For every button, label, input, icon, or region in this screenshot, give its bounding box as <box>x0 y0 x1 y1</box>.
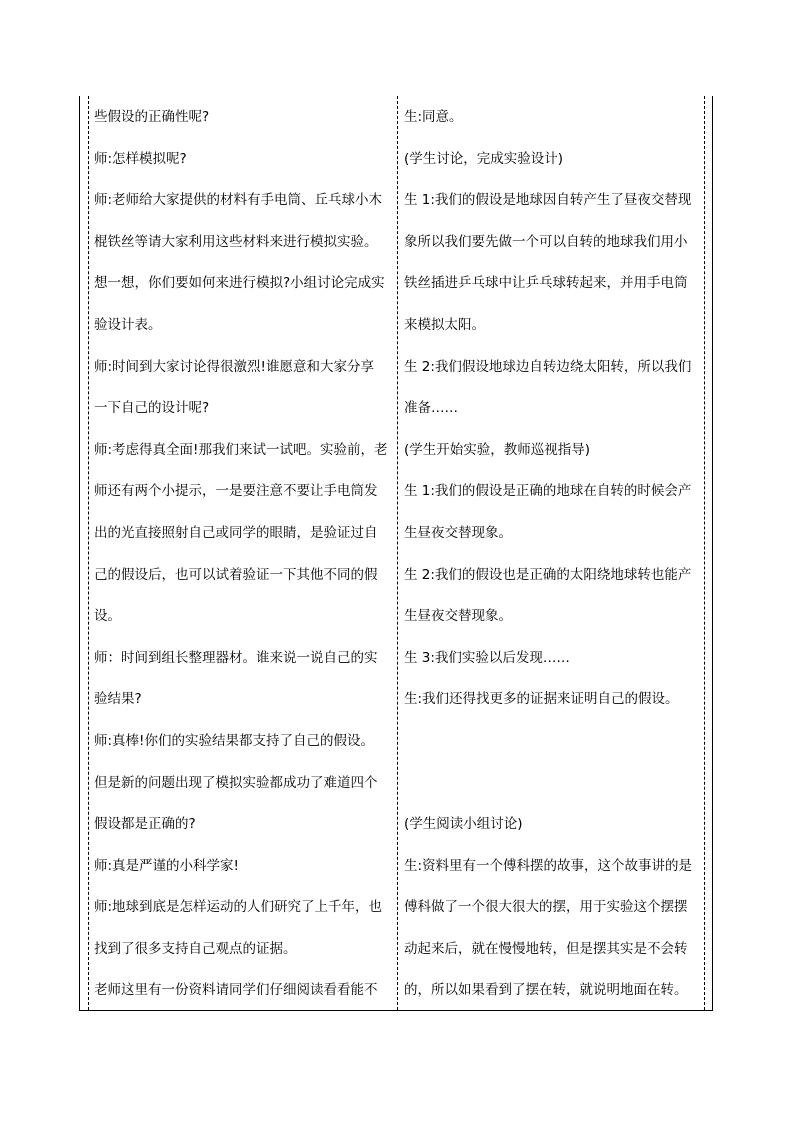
text-line: 验设计表。 <box>94 316 162 333</box>
text-line: 棍铁丝等请大家利用这些材料来进行模拟实验。 <box>94 233 378 250</box>
text-line: 来模拟太阳。 <box>404 316 485 333</box>
text-line: 些假设的正确性呢? <box>94 109 210 125</box>
text-line: 师:真是严谨的小科学家! <box>94 857 239 874</box>
text-line <box>404 721 700 763</box>
text-line: 但是新的问题出现了模拟实验都成功了难道四个 <box>94 774 378 791</box>
text-line: 生:我们还得找更多的证据来证明自己的假设。 <box>404 691 679 708</box>
text-line: 师:真棒!你们的实验结果都支持了自己的假设。 <box>94 732 374 749</box>
text-line: 生 3:我们实验以后发现…… <box>404 649 570 666</box>
right-inner-dashed-border <box>704 96 705 1010</box>
left-inner-dashed-border <box>88 96 89 1010</box>
text-line: 师:怎样模拟呢? <box>94 150 187 167</box>
text-line: 铁丝插进乒乓球中让乒乓球转起来，并用手电筒 <box>404 275 688 292</box>
text-line: 准备…… <box>404 400 458 417</box>
text-line: 傅科做了一个很大很大的摆，用于实验这个摆摆 <box>404 899 688 916</box>
text-line: 找到了很多支持自己观点的证据。 <box>94 940 297 957</box>
text-line: 生 2:我们假设地球边自转边绕太阳转，所以我们 <box>404 358 692 375</box>
text-line: 验结果? <box>94 691 142 708</box>
text-line: (学生阅读小组讨论) <box>404 816 523 833</box>
text-line: 老师这里有一份资料请同学们仔细阅读看看能不 <box>94 982 378 999</box>
text-line: (学生讨论，完成实验设计) <box>404 150 564 167</box>
text-line: 师还有两个小提示，一是要注意不要让手电筒发 <box>94 483 378 500</box>
teacher-column <box>94 96 396 1010</box>
text-line: (学生开始实验，教师巡视指导) <box>404 441 591 458</box>
text-line: 的，所以如果看到了摆在转，就说明地面在转。 <box>404 982 688 999</box>
text-line: 己的假设后，也可以试着验证一下其他不同的假 <box>94 566 378 583</box>
text-line: 生:同意。 <box>404 109 463 125</box>
column-divider <box>397 96 398 1010</box>
text-line: 出的光直接照射自己或同学的眼睛，是验证过自 <box>94 524 378 541</box>
text-line: 假设都是正确的? <box>94 816 196 833</box>
text-line: 生:资料里有一个傅科摆的故事，这个故事讲的是 <box>404 857 693 874</box>
text-line: 象所以我们要先做一个可以自转的地球我们用小 <box>404 233 688 250</box>
text-line: 生 1:我们的假设是地球因自转产生了昼夜交替现 <box>404 192 692 209</box>
text-line: 生昼夜交替现象。 <box>404 608 512 625</box>
text-line: 想一想，你们要如何来进行模拟?小组讨论完成实 <box>94 275 385 292</box>
text-line: 师：时间到组长整理器材。谁来说一说自己的实 <box>94 649 378 666</box>
text-line: 师:考虑得真全面!那我们来试一试吧。实验前，老 <box>94 441 388 458</box>
text-line: 师:时间到大家讨论得很激烈!谁愿意和大家分享 <box>94 358 374 375</box>
text-line: 动起来后，就在慢慢地转，但是摆其实是不会转 <box>404 940 688 957</box>
text-line: 师:老师给大家提供的材料有手电筒、丘乓球小木 <box>94 192 383 209</box>
lesson-table <box>79 96 713 1011</box>
text-line: 生 2:我们的假设也是正确的太阳绕地球转也能产 <box>404 566 692 583</box>
text-line: 设。 <box>94 608 121 625</box>
text-line: 生昼夜交替现象。 <box>404 524 512 541</box>
text-line: 师:地球到底是怎样运动的人们研究了上千年，也 <box>94 899 383 916</box>
student-column <box>404 96 700 1010</box>
text-line <box>404 763 700 805</box>
text-line: 生 1:我们的假设是正确的地球在自转的时候会产 <box>404 483 692 500</box>
text-line: 一下自己的设计呢? <box>94 400 210 417</box>
